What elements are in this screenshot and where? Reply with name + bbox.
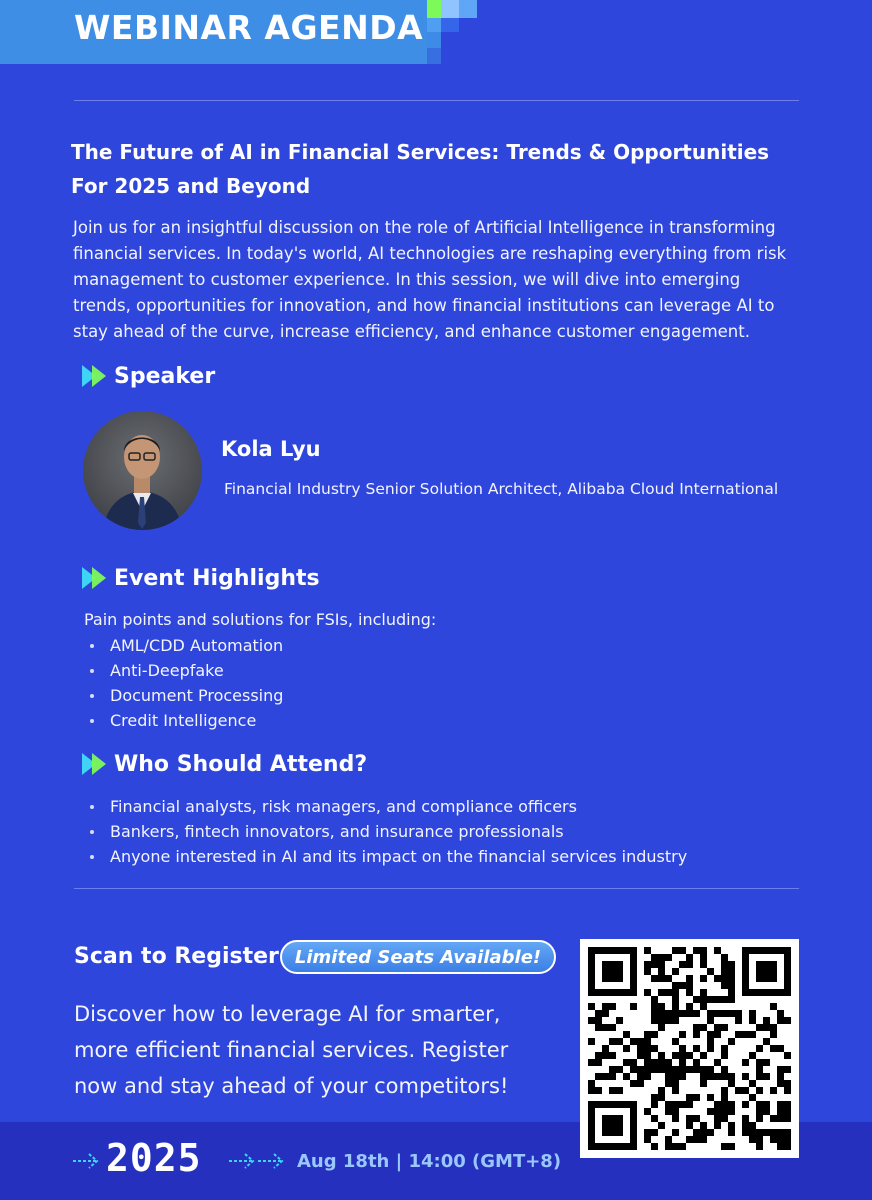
qr-code-icon	[588, 947, 791, 1150]
list-item: Document Processing	[84, 683, 283, 708]
register-title: Scan to Register	[74, 944, 279, 969]
audience-heading	[82, 749, 367, 779]
avatar	[83, 411, 202, 530]
speaker-heading	[82, 361, 215, 391]
divider-top	[74, 100, 799, 101]
qr-code[interactable]	[580, 939, 799, 1158]
footer-year: 2025	[106, 1136, 202, 1180]
highlights-heading-label: Event Highlights	[114, 565, 320, 591]
page-title: WEBINAR AGENDA	[74, 8, 424, 47]
list-item: Anyone interested in AI and its impact on the financial services industry	[84, 844, 687, 869]
highlights-list	[84, 633, 283, 733]
divider-bottom	[74, 888, 799, 889]
session-title: The Future of AI in Financial Services: Trends & Opportunities For 2025 and Beyond	[71, 140, 770, 198]
list-item: Bankers, fintech innovators, and insurance professionals	[84, 819, 687, 844]
limited-seats-badge: Limited Seats Available!	[280, 940, 556, 974]
highlights-heading	[82, 563, 320, 593]
audience-list	[84, 794, 687, 869]
event-date: Aug 18th | 14:00 (GMT+8)	[297, 1151, 562, 1172]
play-arrow-icon	[82, 365, 108, 387]
register-text: Discover how to leverage AI for smarter, more efficient financial services. Register now and stay ahead of your competitors!	[74, 1002, 509, 1098]
play-arrow-icon	[82, 567, 108, 589]
list-item: Credit Intelligence	[84, 708, 283, 733]
arrow-right-icon	[228, 1152, 286, 1170]
session-description: Join us for an insightful discussion on the role of Artificial Intelligence in transforming financial services. In today's world, AI technologies are reshaping everything from risk management to customer experience. In this session, we will dive into emerging trends, opportunities for innovation, and how financial institutions can leverage AI to stay ahead of the curve, increase efficiency, and enhance customer engagement.	[73, 218, 787, 341]
audience-heading-label: Who Should Attend?	[114, 751, 368, 777]
arrow-right-icon	[72, 1152, 100, 1170]
speaker-heading-label: Speaker	[114, 363, 216, 389]
highlights-lead: Pain points and solutions for FSIs, including:	[84, 610, 437, 629]
speaker-role: Financial Industry Senior Solution Architect, Alibaba Cloud International	[224, 480, 779, 498]
speaker-name: Kola Lyu	[221, 437, 321, 461]
list-item: Financial analysts, risk managers, and compliance officers	[84, 794, 687, 819]
list-item: Anti-Deepfake	[84, 658, 283, 683]
play-arrow-icon	[82, 753, 108, 775]
list-item: AML/CDD Automation	[84, 633, 283, 658]
